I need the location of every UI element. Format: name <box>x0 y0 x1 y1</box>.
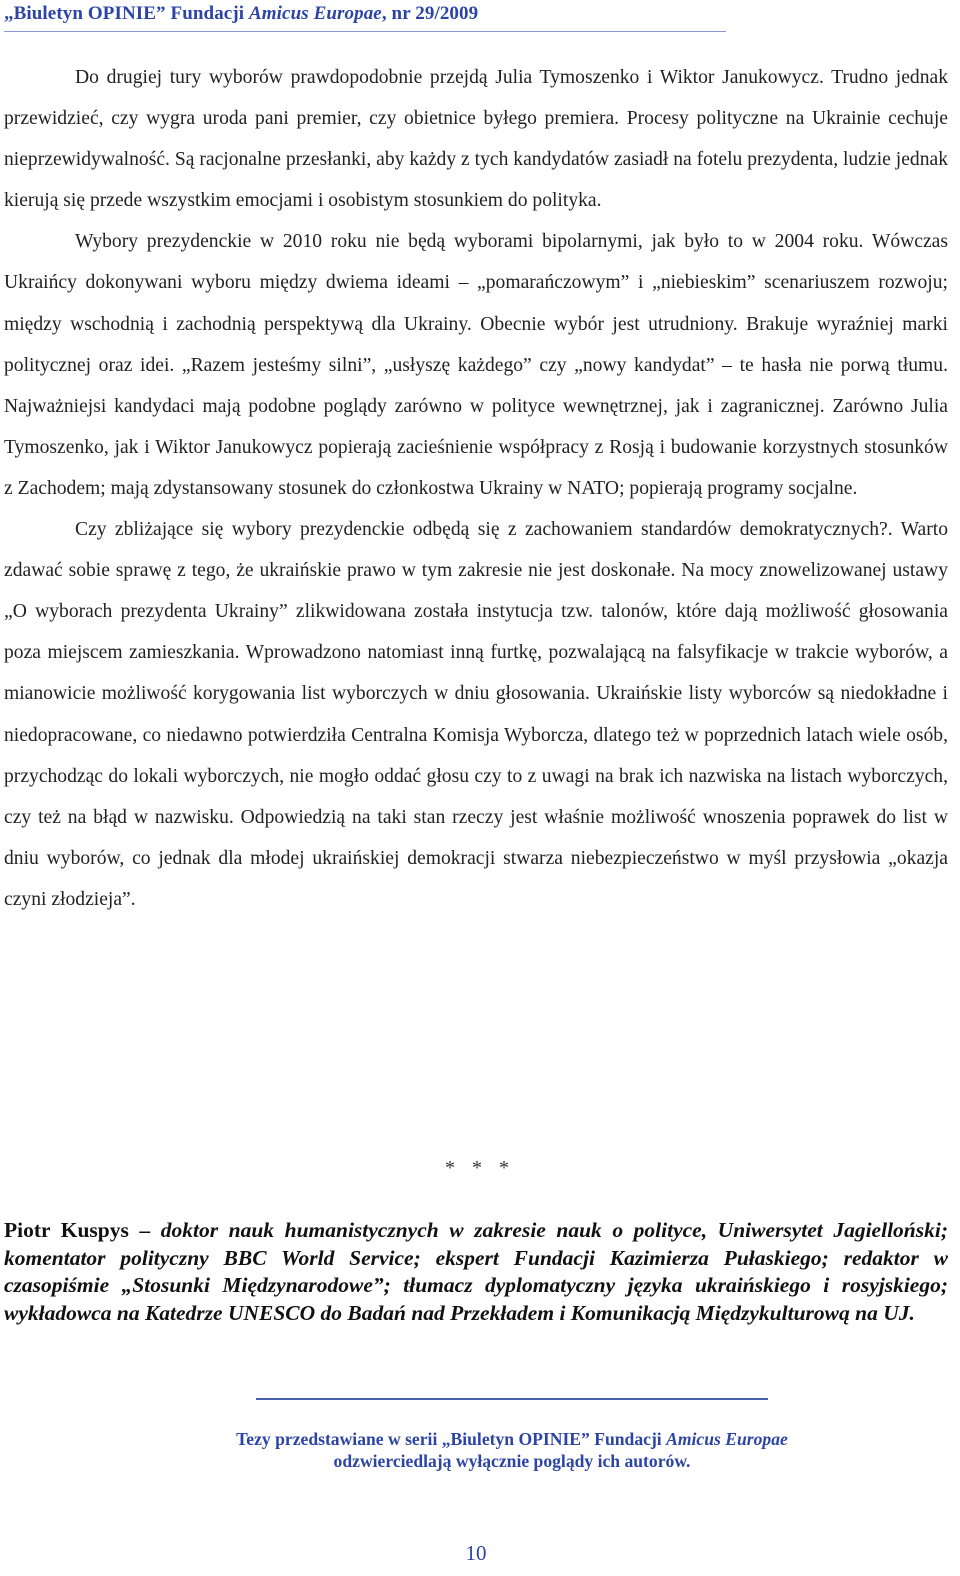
author-bio: doktor nauk humanistycznych w zakresie nauk o polityce, Uniwersytet Jagielloński; komentator polityczny BBC World Service; ekspert Fundacji Kazimierza Pułaskiego; redaktor w czasopiśmie „Stosunki Międzynarodowe”; tłumacz dyplomatyczny języka ukraińskiego i rosyjskiego; wykładowca na Katedrze UNESCO do Badań nad Przekładem i Komunikacją Międzykulturową na UJ. <box>4 1218 949 1325</box>
page-number: 10 <box>465 1541 487 1565</box>
paragraph-1: Do drugiej tury wyborów prawdopodobnie przejdą Julia Tymoszenko i Wiktor Janukowycz. Trudno jednak przewidzieć, czy wygra uroda pani premier, czy obietnice byłego premiera. Procesy polityczne na Ukrainie cechuje nieprzewidywalność. Są racjonalne przesłanki, aby każdy z tych kandydatów zasiadł na fotelu prezydenta, ludzie jednak kierują się przede wszystkim emocjami i osobistym stosunkiem do polityka. <box>4 67 948 212</box>
paragraph-2: Wybory prezydenckie w 2010 roku nie będą wyborami bipolarnymi, jak było to w 2004 roku. Wówczas Ukraińcy dokonywani wyboru między dwiema ideami – „pomarańczowym” i „niebieskim” scenariuszem rozwoju; między wschodnią i zachodnią perspektywą dla Ukrainy. Obecnie wybór jest utrudniony. Brakuje wyraźniej marki politycznej oraz idei. „Razem jesteśmy silni”, „usłyszę każdego” czy „nowy kandydat” – te hasła nie porwą tłumu. Najważniejsi kandydaci mają podobne poglądy zarówno w polityce wewnętrznej, jak i zagranicznej. Zarówno Julia Tymoszenko, jak i Wiktor Janukowycz popierają zacieśnienie współpracy z Rosją i budowanie korzystnych stosunków z Zachodem; mają zdystansowany stosunek do członkostwa Ukrainy w NATO; popierają programy socjalne. <box>4 231 948 499</box>
header-rule <box>4 31 726 32</box>
disclaimer-line-1 <box>0 1428 960 1450</box>
author-name: Piotr Kuspys – <box>4 1218 151 1242</box>
article-body <box>4 57 948 920</box>
disclaimer-line-2: odzwierciedlają wyłącznie poglądy ich autorów. <box>333 1451 691 1471</box>
disclaimer <box>0 1428 960 1472</box>
author-note <box>4 1217 948 1327</box>
running-header <box>4 3 478 25</box>
footer-rule <box>256 1398 768 1400</box>
section-separator: * * * <box>445 1157 515 1179</box>
disclaimer-line-1-text: Tezy przedstawiane w serii „Biuletyn OPINIE” Fundacji <box>236 1429 667 1449</box>
header-foundation-name: Amicus Europae <box>249 3 382 24</box>
paragraph-3: Czy zbliżające się wybory prezydenckie odbędą się z zachowaniem standardów demokratycznych?. Warto zdawać sobie sprawę z tego, że ukraińskie prawo w tym zakresie nie jest doskonałe. Na mocy znowelizowanej ustawy „O wyborach prezydenta Ukrainy” zlikwidowana została instytucja tzw. talonów, które dają możliwość głosowania poza miejscem zamieszkania. Wprowadzono natomiast inną furtkę, pozwalającą na falsyfikacje w trakcie wyborów, a mianowicie możliwość korygowania list wyborczych w dniu głosowania. Ukraińskie listy wyborców są niedokładne i niedopracowane, co niedawno potwierdziła Centralna Komisja Wyborcza, dlatego też w poprzednich latach wiele osób, przychodząc do lokali wyborczych, nie mogło oddać głosu czy to z uwagi na brak ich nazwiska na listach wyborczych, czy też na błąd w nazwisku. Odpowiedzią na taki stan rzeczy jest właśnie możliwość wnoszenia poprawek do list w dniu wyborów, co jednak dla młodej ukraińskiej demokracji stwarza niebezpieczeństwo w myśl przysłowia „okazja czyni złodzieja”. <box>4 519 948 910</box>
disclaimer-foundation-name: Amicus Europae <box>666 1429 788 1449</box>
header-prefix: „Biuletyn OPINIE” Fundacji <box>4 3 249 24</box>
header-issue: , nr 29/2009 <box>381 3 479 24</box>
